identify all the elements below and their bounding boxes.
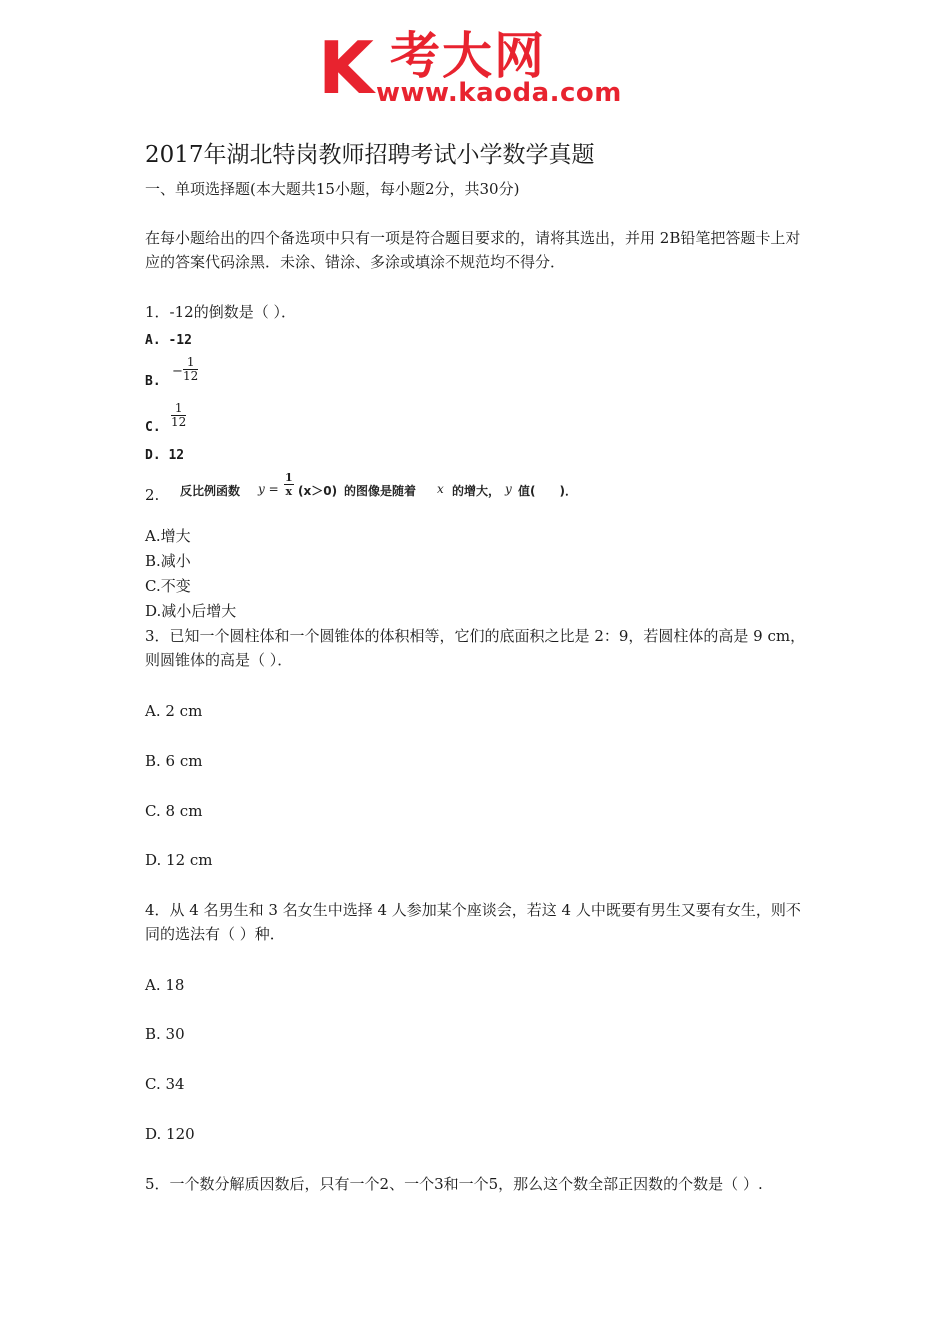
q1-option-b-label: B. <box>145 374 161 389</box>
q1-stem: 1．-12的倒数是（ ）． <box>145 303 296 321</box>
q4-option-d: D. 120 <box>145 1125 195 1143</box>
logo-url: www.kaoda.com <box>376 78 622 108</box>
q3-stem: 3．已知一个圆柱体和一个圆锥体的体积相等，它们的底面积之比是 2：9，若圆柱体的高是 9 cm，则圆锥体的高是（ ）． <box>145 627 806 669</box>
kaoda-logo <box>318 28 640 110</box>
q2-option-a: A.增大 <box>145 527 191 545</box>
q3-option-d: D. 12 cm <box>145 851 213 869</box>
q2-text-d: 值( )． <box>518 484 577 498</box>
q2-text-b: 的图像是随着 <box>344 484 417 498</box>
q1-option-b-sign: − <box>172 364 183 379</box>
q2-option-d: D.减小后增大 <box>145 602 237 620</box>
q2-number: 2. <box>145 486 160 504</box>
q2-var-y <box>505 482 512 496</box>
q2-y-equals-text: y = <box>258 482 279 496</box>
section-heading: 一、单项选择题(本大题共15小题，每小题2分，共30分) <box>145 180 520 198</box>
fraction-numerator: 1 <box>171 402 186 416</box>
q3-option-c: C. 8 cm <box>145 802 203 820</box>
q2-var-y-text: y <box>505 482 512 496</box>
q2-y-equals <box>258 482 279 496</box>
q2-var-x-text: x <box>437 482 444 496</box>
instructions: 在每小题给出的四个备选项中只有一项是符合题目要求的，请将其选出，并用 2B铅笔把答题卡上对应的答案代码涂黑．未涂、错涂、多涂或填涂不规范均不得分． <box>145 229 801 271</box>
fraction-numerator: 1 <box>285 471 293 484</box>
q1-option-c-fraction <box>171 402 186 429</box>
fraction-denominator: 12 <box>171 415 187 429</box>
logo-chinese-name: 考大网 <box>390 27 546 85</box>
fraction-denominator: x <box>285 485 293 498</box>
q2-option-b: B.减小 <box>145 552 191 570</box>
page-title: 2017年湖北特岗教师招聘考试小学数学真题 <box>145 142 595 168</box>
q4-option-c: C. 34 <box>145 1075 185 1093</box>
q1-option-a: A. -12 <box>145 333 192 348</box>
q1-option-d: D. 12 <box>145 448 185 463</box>
q5-stem: 5．一个数分解质因数后，只有一个2、一个3和一个5，那么这个数全部正因数的个数是（ ）. <box>145 1175 763 1193</box>
logo-k-letter: K <box>318 26 374 110</box>
q2-var-x <box>437 482 444 496</box>
q4-option-a: A. 18 <box>145 976 185 994</box>
q1-option-b-fraction <box>183 356 198 383</box>
q2-condition: (x＞0) <box>298 484 338 498</box>
q2-text-a: 反比例函数 <box>180 484 241 498</box>
q1-option-c-label: C. <box>145 420 161 435</box>
q2-option-c: C.不变 <box>145 577 191 595</box>
q2-text-c: 的增大， <box>452 484 501 498</box>
q3-option-a: A. 2 cm <box>145 702 203 720</box>
fraction-denominator: 12 <box>183 369 199 383</box>
fraction-numerator: 1 <box>183 356 198 370</box>
q2-fraction <box>284 471 294 498</box>
q4-stem: 4．从 4 名男生和 3 名女生中选择 4 人参加某个座谈会，若这 4 人中既要有男生又要有女生，则不同的选法有（ ）种． <box>145 901 801 943</box>
q4-option-b: B. 30 <box>145 1025 185 1043</box>
q3-option-b: B. 6 cm <box>145 752 203 770</box>
